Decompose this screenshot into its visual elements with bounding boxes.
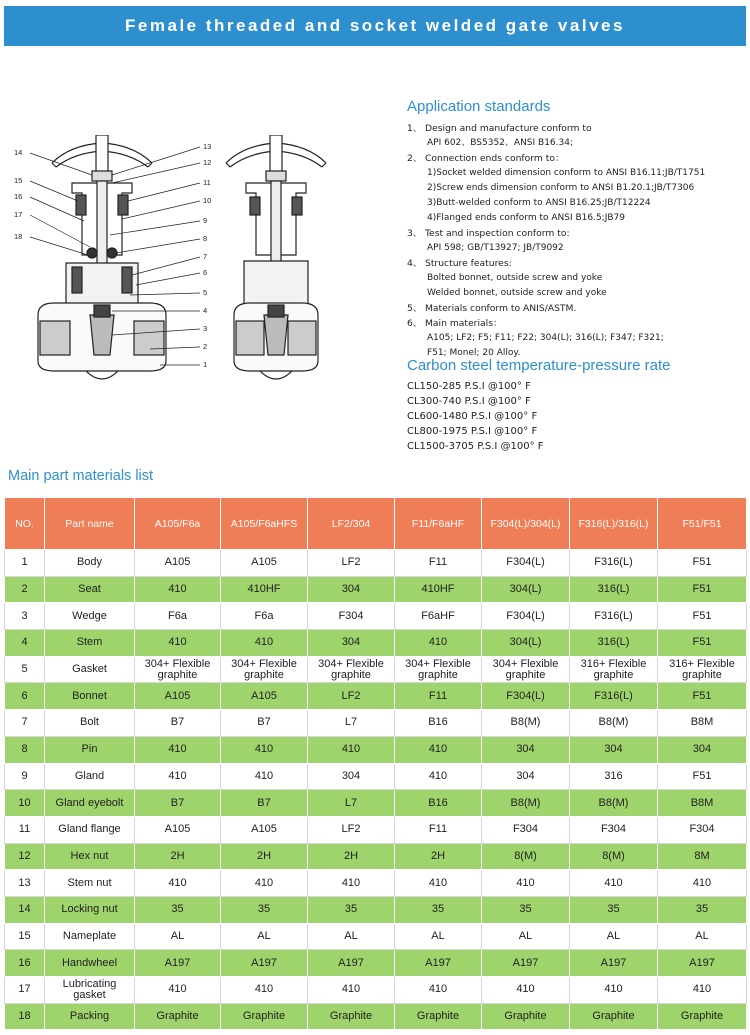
material-cell: 410: [482, 870, 570, 897]
material-cell: Graphite: [570, 1003, 658, 1030]
table-row: [5, 576, 747, 603]
callout-left: 16: [14, 192, 23, 201]
material-cell: 35: [395, 896, 482, 923]
standard-number: 2、: [407, 153, 423, 164]
material-cell: F6a: [135, 603, 221, 630]
row-number: 6: [5, 683, 45, 710]
part-name: Seat: [45, 576, 135, 603]
callout-right: 6: [203, 268, 208, 277]
standard-number: 5、: [407, 303, 423, 314]
row-number: 4: [5, 630, 45, 657]
material-cell: A197: [308, 950, 395, 977]
callout-right: 10: [203, 196, 212, 205]
material-cell: Graphite: [482, 1003, 570, 1030]
material-cell: AL: [395, 923, 482, 950]
material-cell: F6aHF: [395, 603, 482, 630]
material-cell: 304: [308, 576, 395, 603]
valve-drawing-right: [226, 135, 326, 379]
material-cell: AL: [135, 923, 221, 950]
material-cell: 304: [308, 630, 395, 657]
material-cell: Graphite: [308, 1003, 395, 1030]
standard-subitem: A105; LF2; F5; F11; F22; 304(L); 316(L); F347; F321;: [427, 333, 664, 343]
standard-item: [407, 151, 747, 166]
material-cell: AL: [308, 923, 395, 950]
material-cell: B7: [135, 790, 221, 817]
table-row: [5, 790, 747, 817]
page-title: Female threaded and socket welded gate valves: [4, 6, 746, 46]
standard-subitem: API 602、BS5352、ANSI B16.34;: [427, 138, 573, 148]
material-cell: 410: [395, 763, 482, 790]
part-name: Locking nut: [45, 896, 135, 923]
material-cell: F11: [395, 550, 482, 577]
material-cell: 304: [308, 763, 395, 790]
material-cell: B8M: [658, 710, 747, 737]
row-number: 2: [5, 576, 45, 603]
application-list: [407, 121, 747, 361]
material-cell: A197: [135, 950, 221, 977]
material-cell: A105: [135, 816, 221, 843]
standard-item: [407, 256, 747, 271]
table-row: [5, 656, 747, 683]
carbon-steel-rates: [407, 357, 747, 454]
table-header-row: [5, 498, 747, 550]
column-header: Part name: [45, 498, 135, 550]
material-cell: B7: [221, 710, 308, 737]
material-cell: F304(L): [482, 683, 570, 710]
material-cell: 35: [135, 896, 221, 923]
material-cell: B8M: [658, 790, 747, 817]
material-cell: F304: [570, 816, 658, 843]
application-standards: [407, 98, 747, 361]
material-cell: 410: [135, 870, 221, 897]
column-header: LF2/304: [308, 498, 395, 550]
material-cell: A105: [135, 683, 221, 710]
part-name: Gland: [45, 763, 135, 790]
material-cell: A197: [658, 950, 747, 977]
table-row: [5, 736, 747, 763]
material-cell: L7: [308, 710, 395, 737]
callout-left: 17: [14, 210, 23, 219]
table-row: [5, 896, 747, 923]
callout-right: 9: [203, 216, 208, 225]
material-cell: 410: [395, 977, 482, 1004]
material-cell: B16: [395, 710, 482, 737]
material-cell: 316(L): [570, 630, 658, 657]
material-cell: B8(M): [570, 710, 658, 737]
material-cell: 8M: [658, 843, 747, 870]
callout-right: 13: [203, 142, 212, 151]
material-cell: 35: [658, 896, 747, 923]
part-name: Gland eyebolt: [45, 790, 135, 817]
material-cell: 410: [221, 630, 308, 657]
material-cell: F51: [658, 763, 747, 790]
material-cell: F51: [658, 683, 747, 710]
material-cell: 410: [395, 736, 482, 763]
standard-item: [407, 121, 747, 136]
row-number: 15: [5, 923, 45, 950]
material-cell: AL: [570, 923, 658, 950]
table-row: [5, 683, 747, 710]
material-cell: 35: [570, 896, 658, 923]
material-cell: Graphite: [135, 1003, 221, 1030]
material-cell: 410: [658, 870, 747, 897]
material-cell: LF2: [308, 816, 395, 843]
material-cell: 410: [221, 977, 308, 1004]
material-cell: 2H: [308, 843, 395, 870]
standard-number: 6、: [407, 318, 423, 329]
table-row: [5, 1003, 747, 1030]
material-cell: 304(L): [482, 576, 570, 603]
row-number: 14: [5, 896, 45, 923]
column-header: F11/F6aHF: [395, 498, 482, 550]
material-cell: 304: [658, 736, 747, 763]
material-cell: F51: [658, 630, 747, 657]
standard-subitem: 1)Socket welded dimension conform to ANSI B16.11;JB/T1751: [427, 168, 706, 178]
valve-section-drawing: [0, 135, 400, 395]
material-cell: 316+ Flexible graphite: [570, 656, 658, 683]
material-cell: 304+ Flexible graphite: [308, 656, 395, 683]
material-cell: B8(M): [482, 790, 570, 817]
material-cell: B7: [135, 710, 221, 737]
callout-right: 3: [203, 324, 208, 333]
material-cell: 410: [308, 870, 395, 897]
material-cell: 410: [221, 870, 308, 897]
material-cell: F304: [308, 603, 395, 630]
row-number: 9: [5, 763, 45, 790]
standard-number: 4、: [407, 258, 423, 269]
row-number: 18: [5, 1003, 45, 1030]
part-name: Packing: [45, 1003, 135, 1030]
material-cell: F11: [395, 816, 482, 843]
pressure-rate-row: CL1500-3705 P.S.I @100° F: [407, 441, 544, 452]
material-cell: B8(M): [570, 790, 658, 817]
part-name: Stem: [45, 630, 135, 657]
material-cell: 304: [482, 736, 570, 763]
row-number: 8: [5, 736, 45, 763]
standard-item: [407, 301, 747, 316]
material-cell: 2H: [135, 843, 221, 870]
pressure-rate-row: CL600-1480 P.S.I @100° F: [407, 411, 538, 422]
standard-number: 1、: [407, 123, 423, 134]
column-header: A105/F6a: [135, 498, 221, 550]
material-cell: 410: [135, 630, 221, 657]
material-cell: 304: [570, 736, 658, 763]
material-cell: 304+ Flexible graphite: [135, 656, 221, 683]
table-row: [5, 603, 747, 630]
callout-left: 18: [14, 232, 23, 241]
material-cell: LF2: [308, 550, 395, 577]
standard-subitem: 3)Butt-welded conform to ANSI B16.25;JB/T12224: [427, 198, 651, 208]
table-row: [5, 870, 747, 897]
standard-text: Connection ends conform to：: [425, 153, 565, 164]
material-cell: 316+ Flexible graphite: [658, 656, 747, 683]
material-cell: B8(M): [482, 710, 570, 737]
material-cell: 410: [135, 576, 221, 603]
callout-right: 4: [203, 306, 208, 315]
part-name: Stem nut: [45, 870, 135, 897]
material-cell: 8(M): [570, 843, 658, 870]
material-cell: A105: [135, 550, 221, 577]
callout-right: 5: [203, 288, 208, 297]
standard-item: [407, 226, 747, 241]
pressure-rate-row: CL150-285 P.S.I @100° F: [407, 381, 531, 392]
standard-item: [407, 316, 747, 331]
materials-table: [4, 497, 747, 1030]
callout-right: 7: [203, 252, 208, 261]
standard-text: Materials conform to ANIS/ASTM.: [425, 303, 577, 314]
material-cell: F304(L): [482, 603, 570, 630]
part-name: Bonnet: [45, 683, 135, 710]
table-row: [5, 630, 747, 657]
part-name: Pin: [45, 736, 135, 763]
material-cell: LF2: [308, 683, 395, 710]
standard-text: Test and inspection conform to:: [425, 228, 570, 239]
material-cell: 304+ Flexible graphite: [395, 656, 482, 683]
table-row: [5, 816, 747, 843]
material-cell: 316(L): [570, 576, 658, 603]
table-row: [5, 710, 747, 737]
material-cell: 410: [308, 736, 395, 763]
row-number: 3: [5, 603, 45, 630]
material-cell: F304(L): [482, 550, 570, 577]
material-cell: 410HF: [395, 576, 482, 603]
material-cell: 410: [482, 977, 570, 1004]
material-cell: 35: [308, 896, 395, 923]
table-row: [5, 977, 747, 1004]
row-number: 12: [5, 843, 45, 870]
table-row: [5, 763, 747, 790]
material-cell: 410: [308, 977, 395, 1004]
row-number: 1: [5, 550, 45, 577]
part-name: Nameplate: [45, 923, 135, 950]
standard-text: Main materials：: [425, 318, 503, 329]
row-number: 5: [5, 656, 45, 683]
material-cell: 410: [395, 630, 482, 657]
callout-right: 11: [203, 178, 211, 187]
material-cell: 35: [482, 896, 570, 923]
material-cell: F316(L): [570, 603, 658, 630]
material-cell: F51: [658, 603, 747, 630]
row-number: 16: [5, 950, 45, 977]
part-name: Bolt: [45, 710, 135, 737]
material-cell: 8(M): [482, 843, 570, 870]
material-cell: F316(L): [570, 550, 658, 577]
material-cell: L7: [308, 790, 395, 817]
material-cell: 410HF: [221, 576, 308, 603]
standard-subitem: Bolted bonnet, outside screw and yoke: [427, 273, 603, 283]
material-cell: A197: [570, 950, 658, 977]
material-cell: 410: [135, 977, 221, 1004]
material-cell: 316: [570, 763, 658, 790]
part-name: Wedge: [45, 603, 135, 630]
materials-heading: Main part materials list: [8, 468, 154, 484]
material-cell: 410: [221, 763, 308, 790]
material-cell: F316(L): [570, 683, 658, 710]
material-cell: Graphite: [221, 1003, 308, 1030]
standard-text: Design and manufacture conform to: [425, 123, 592, 134]
material-cell: 410: [570, 870, 658, 897]
material-cell: Graphite: [658, 1003, 747, 1030]
column-header: F316(L)/316(L): [570, 498, 658, 550]
table-row: [5, 950, 747, 977]
standard-number: 3、: [407, 228, 423, 239]
material-cell: 304+ Flexible graphite: [221, 656, 308, 683]
material-cell: A197: [221, 950, 308, 977]
callout-right: 1: [203, 360, 208, 369]
part-name: Lubricating gasket: [45, 977, 135, 1004]
material-cell: F304: [482, 816, 570, 843]
table-row: [5, 550, 747, 577]
material-cell: 410: [570, 977, 658, 1004]
material-cell: 410: [221, 736, 308, 763]
valve-drawing-left: [38, 135, 166, 379]
application-heading: Application standards: [407, 98, 551, 115]
callout-left: 15: [14, 176, 23, 185]
material-cell: AL: [658, 923, 747, 950]
carbon-list: [407, 379, 747, 454]
material-cell: 304(L): [482, 630, 570, 657]
carbon-heading: Carbon steel temperature-pressure rate: [407, 357, 671, 374]
material-cell: F304: [658, 816, 747, 843]
material-cell: 410: [658, 977, 747, 1004]
material-cell: F51: [658, 576, 747, 603]
material-cell: A105: [221, 683, 308, 710]
callout-left: 14: [14, 148, 23, 157]
row-number: 10: [5, 790, 45, 817]
material-cell: 2H: [221, 843, 308, 870]
material-cell: 410: [135, 763, 221, 790]
row-number: 7: [5, 710, 45, 737]
material-cell: 410: [135, 736, 221, 763]
row-number: 17: [5, 977, 45, 1004]
material-cell: AL: [221, 923, 308, 950]
row-number: 13: [5, 870, 45, 897]
pressure-rate-row: CL300-740 P.S.I @100° F: [407, 396, 531, 407]
pressure-rate-row: CL800-1975 P.S.I @100° F: [407, 426, 538, 437]
standard-subitem: F51; Monel; 20 Alloy.: [427, 348, 521, 358]
column-header: A105/F6aHFS: [221, 498, 308, 550]
row-number: 11: [5, 816, 45, 843]
standard-subitem: 2)Screw ends dimension conform to ANSI B1.20.1;JB/T7306: [427, 183, 695, 193]
material-cell: 35: [221, 896, 308, 923]
material-cell: A197: [482, 950, 570, 977]
part-name: Hex nut: [45, 843, 135, 870]
callout-right: 8: [203, 234, 208, 243]
part-name: Body: [45, 550, 135, 577]
material-cell: B7: [221, 790, 308, 817]
column-header: F51/F51: [658, 498, 747, 550]
column-header: NO.: [5, 498, 45, 550]
callout-right: 12: [203, 158, 212, 167]
material-cell: 304+ Flexible graphite: [482, 656, 570, 683]
material-cell: 2H: [395, 843, 482, 870]
material-cell: B16: [395, 790, 482, 817]
standard-subitem: 4)Flanged ends conform to ANSI B16.5;JB79: [427, 213, 626, 223]
part-name: Handwheel: [45, 950, 135, 977]
part-name: Gasket: [45, 656, 135, 683]
material-cell: AL: [482, 923, 570, 950]
callout-right: 2: [203, 342, 208, 351]
material-cell: A105: [221, 816, 308, 843]
part-name: Gland flange: [45, 816, 135, 843]
material-cell: 304: [482, 763, 570, 790]
material-cell: A197: [395, 950, 482, 977]
table-row: [5, 843, 747, 870]
standard-subitem: Welded bonnet, outside screw and yoke: [427, 288, 607, 298]
material-cell: F6a: [221, 603, 308, 630]
table-row: [5, 923, 747, 950]
material-cell: Graphite: [395, 1003, 482, 1030]
material-cell: F51: [658, 550, 747, 577]
standard-subitem: API 598; GB/T13927; JB/T9092: [427, 243, 564, 253]
material-cell: F11: [395, 683, 482, 710]
material-cell: A105: [221, 550, 308, 577]
material-cell: 410: [395, 870, 482, 897]
standard-text: Structure features:: [425, 258, 512, 269]
column-header: F304(L)/304(L): [482, 498, 570, 550]
